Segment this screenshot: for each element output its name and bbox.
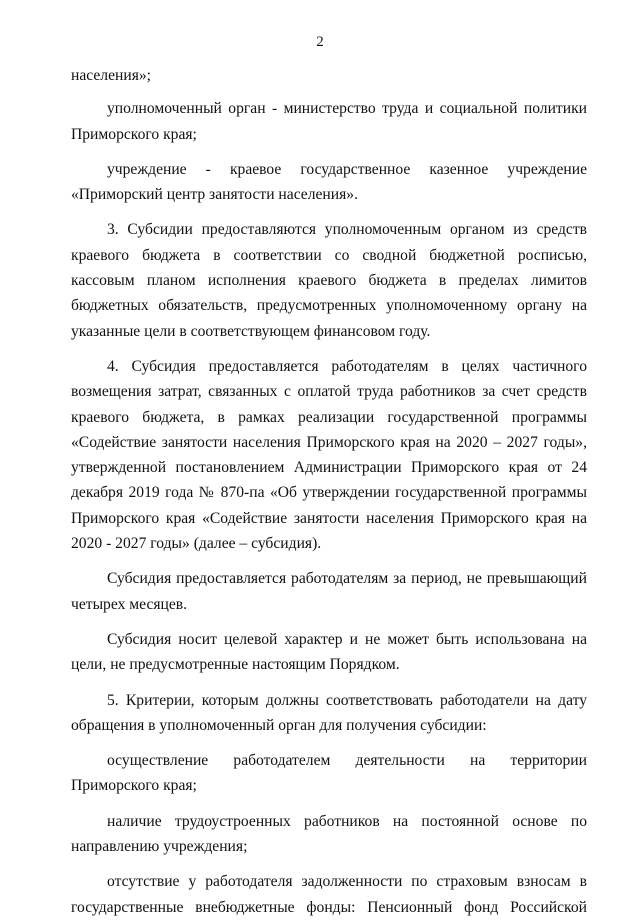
paragraph: 5. Критерии, которым должны соответствовать работодатели на дату обращения в уполномоченный орган для получения субсидии: xyxy=(71,691,587,734)
paragraph: учреждение - краевое государственное казенное учреждение «Приморский центр занятости населения». xyxy=(71,160,587,204)
document-body xyxy=(71,63,587,920)
paragraph: населения»; xyxy=(71,67,151,84)
paragraph: отсутствие у работодателя задолженности по страховым взносам в государственные внебюджетные фонды: Пенсионный фонд Российской xyxy=(71,873,587,916)
paragraph: Субсидия предоставляется работодателям за период, не превышающий четырех месяцев. xyxy=(71,570,587,613)
paragraph: наличие трудоустроенных работников на постоянной основе по направлению учреждения; xyxy=(71,812,587,856)
paragraph: осуществление работодателем деятельности на территории Приморского края; xyxy=(71,752,587,795)
paragraph: уполномоченный орган - министерство труда и социальной политики Приморского края; xyxy=(71,100,587,143)
page-number: 2 xyxy=(316,34,324,50)
paragraph: 3. Субсидии предоставляются уполномоченным органом из средств краевого бюджета в соответствии со сводной бюджетной росписью, кассовым планом исполнения краевого бюджета в пределах лимитов бюджетных обязательств, предусмотренных уполномоченному органу на указанные цели в соответствующем финансовом году. xyxy=(71,221,587,340)
paragraph: Субсидия носит целевой характер и не может быть использована на цели, не предусмотренные настоящим Порядком. xyxy=(71,630,587,674)
paragraph: 4. Субсидия предоставляется работодателям в целях частичного возмещения затрат, связанных с оплатой труда работников за счет средств краевого бюджета, в рамках реализации государственной программы «Содействие занятости населения Приморского края на 2020 – 2027 годы», утвержденной постановлением Администрации Приморского края от 24 декабря 2019 года № 870-па «Об утверждении государственной программы Приморского края «Содействие занятости населения Приморского края на 2020 - 2027 годы» (далее – субсидия). xyxy=(71,357,587,553)
